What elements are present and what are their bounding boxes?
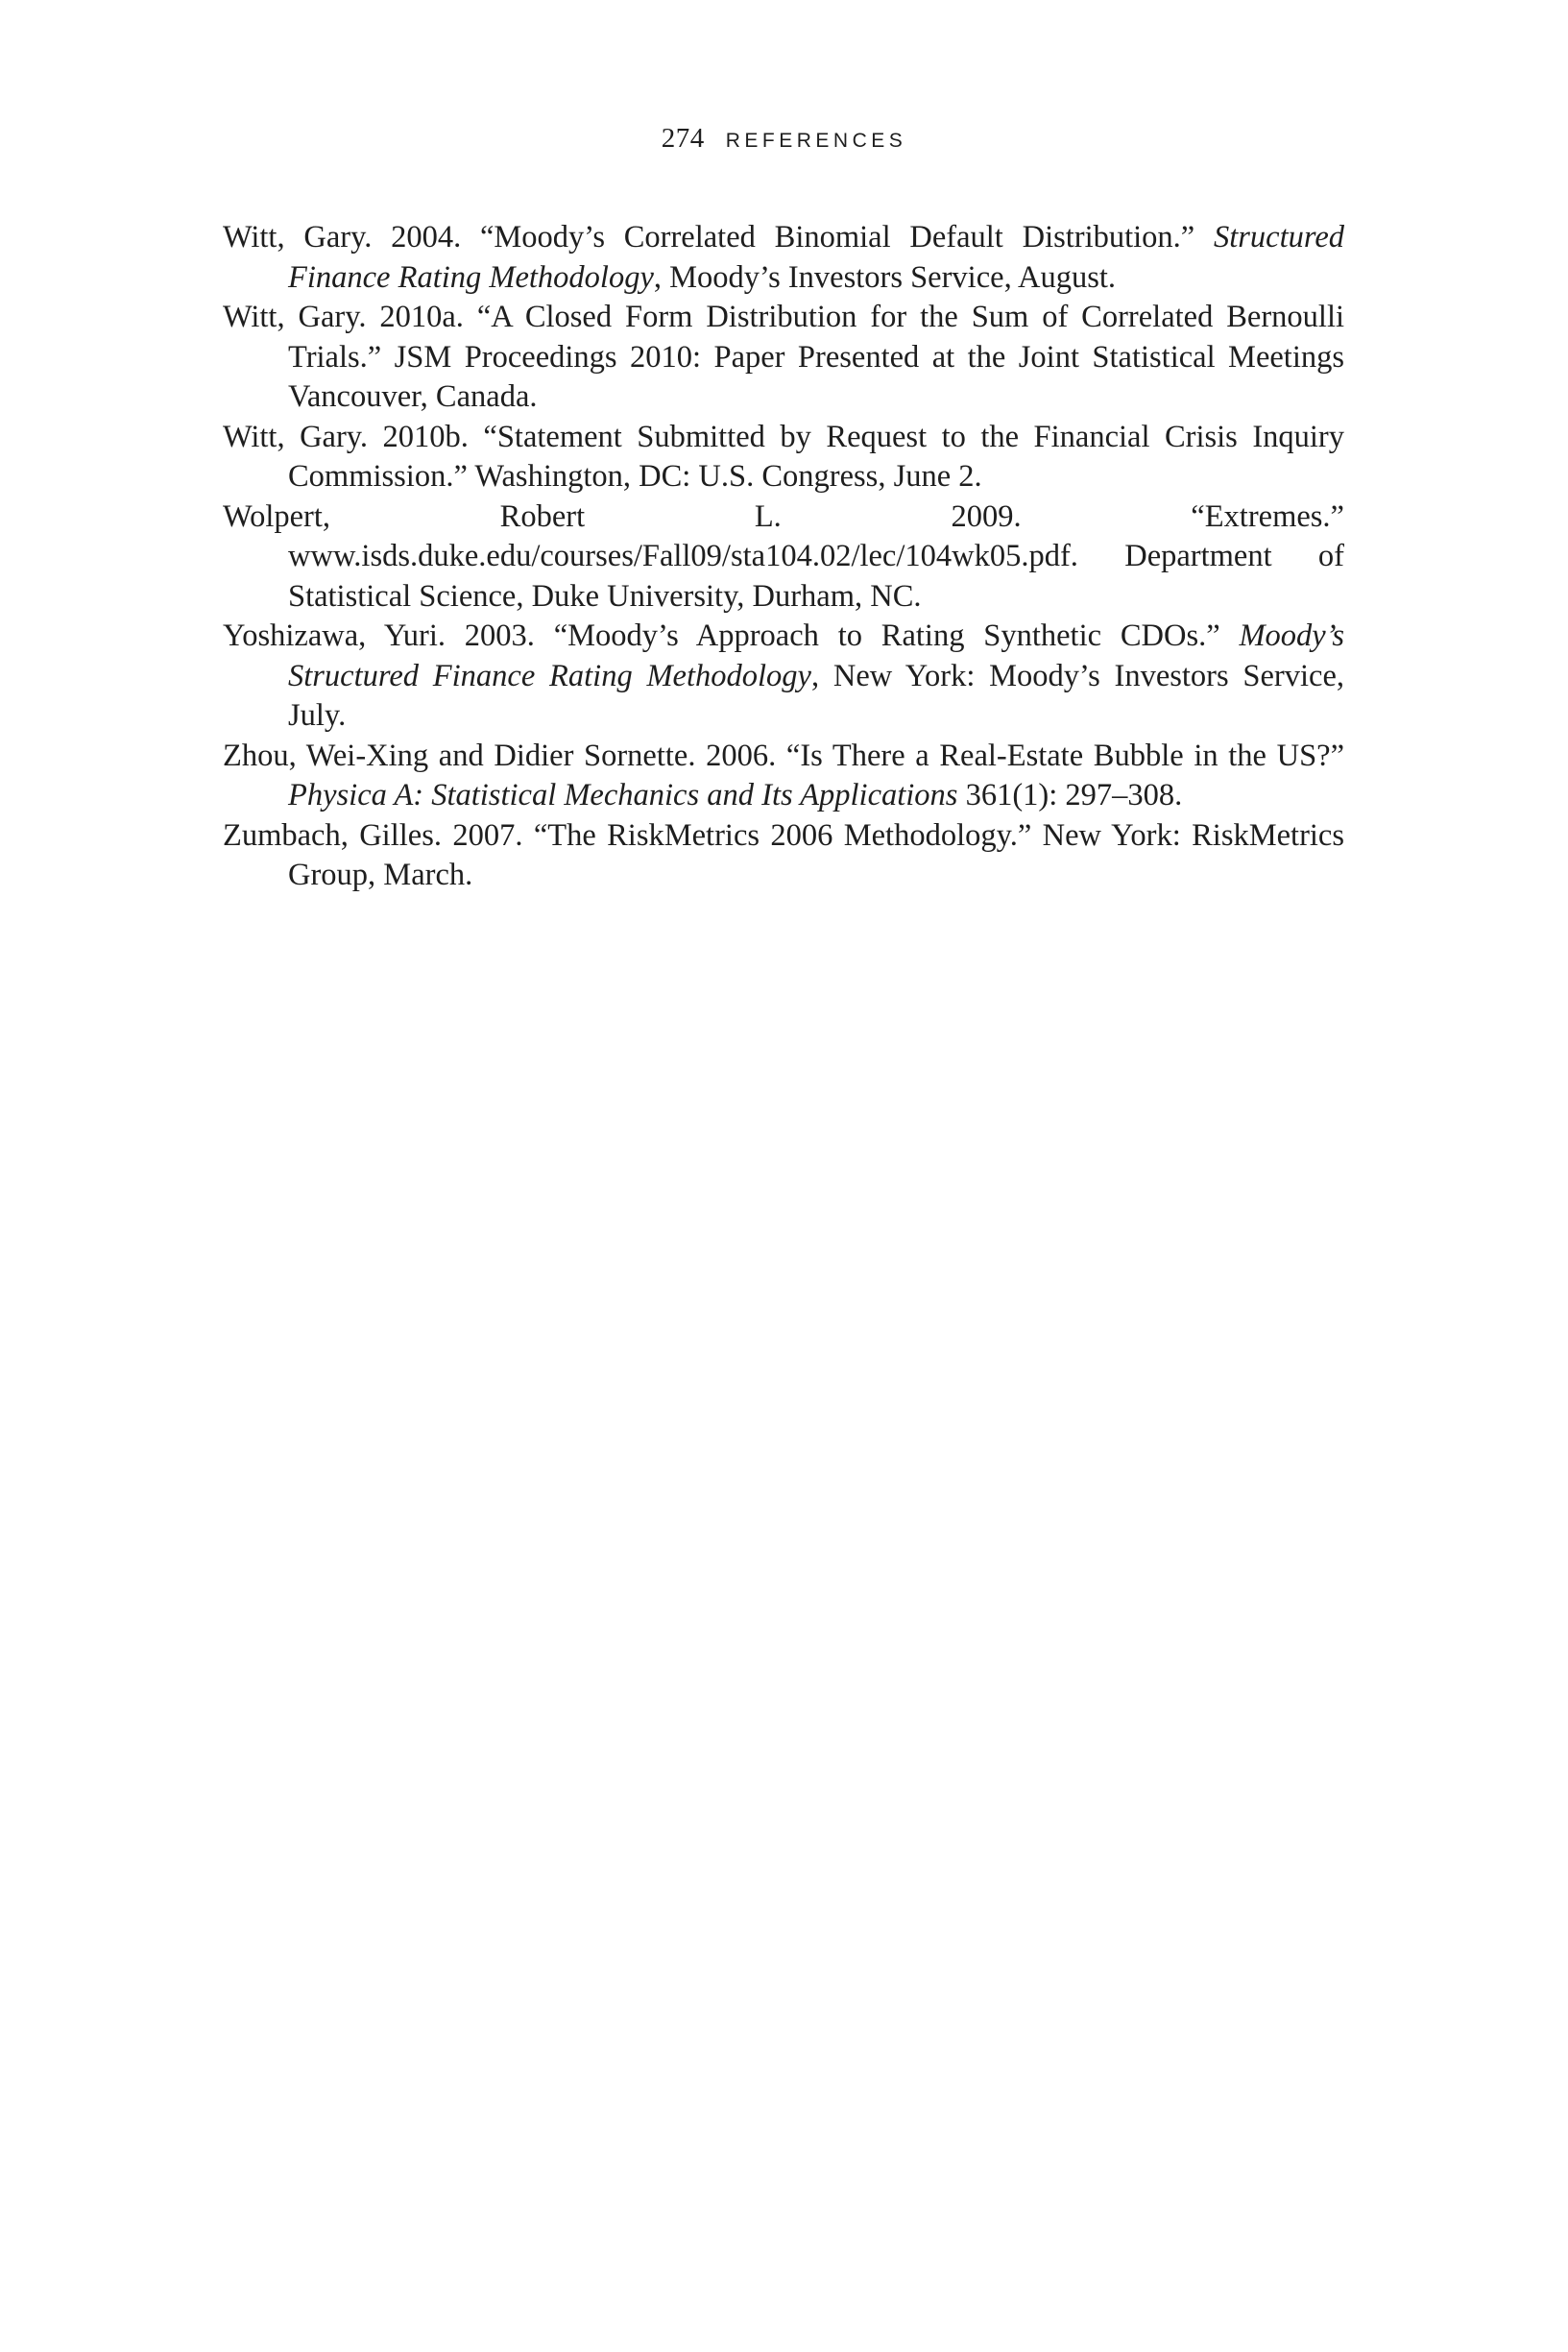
reference-entry: Witt, Gary. 2010b. “Statement Submitted by Request to the Financial Crisis Inquiry Commission.” Washington, DC: U.S. Congress, June 2.: [223, 419, 1344, 494]
page-number: 274: [661, 123, 705, 154]
reference-entry: Yoshizawa, Yuri. 2003. “Moody’s Approach to Rating Synthetic CDOs.” Moody’s Structured Finance Rating Methodology, New York: Moody’s Investors Service, July.: [223, 618, 1345, 733]
reference-entry: Witt, Gary. 2004. “Moody’s Correlated Binomial Default Distribution.” Structured Finance Rating Methodology, Moody’s Investors Service, August.: [223, 220, 1344, 295]
reference-entry: Zhou, Wei-Xing and Didier Sornette. 2006. “Is There a Real-Estate Bubble in the US?” Physica A: Statistical Mechanics and Its Applications 361(1): 297–308.: [223, 738, 1344, 812]
reference-entry: Witt, Gary. 2010a. “A Closed Form Distribution for the Sum of Correlated Bernoulli Trials.” JSM Proceedings 2010: Paper Presented at the Joint Statistical Meetings Vancouver, Canada.: [223, 300, 1344, 414]
reference-list: [223, 218, 1344, 896]
running-head: [0, 123, 1568, 155]
section-title: REFERENCES: [725, 130, 907, 152]
reference-entry: Wolpert, Robert L. 2009. “Extremes.” www.isds.duke.edu/courses/Fall09/sta104.02/lec/104wk05.pdf. Department of Statistical Science, Duke University, Durham, NC.: [223, 498, 1344, 614]
reference-entry: Zumbach, Gilles. 2007. “The RiskMetrics 2006 Methodology.” New York: RiskMetrics Group, March.: [223, 817, 1344, 892]
